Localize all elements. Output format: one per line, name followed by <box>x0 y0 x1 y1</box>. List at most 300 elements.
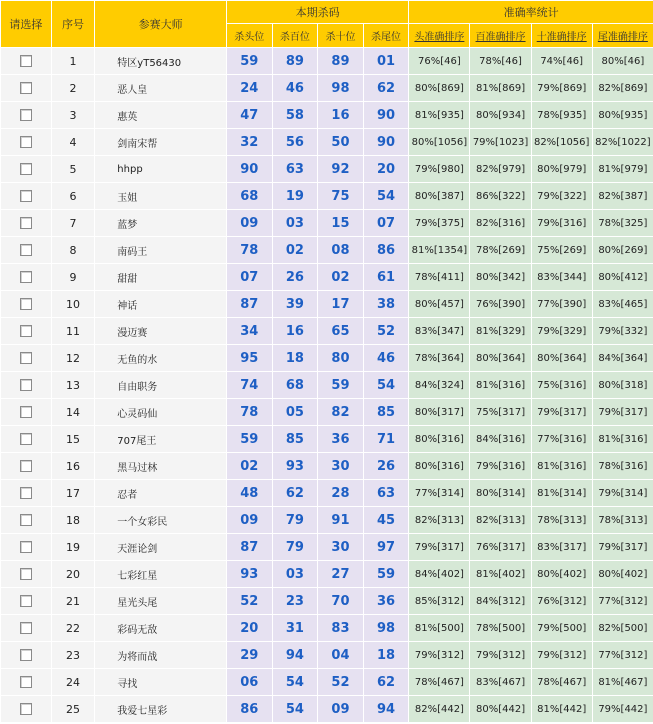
header-select: 请选择 <box>1 1 51 47</box>
row-select-checkbox[interactable] <box>20 352 32 364</box>
tail-accuracy: 79%[314] <box>593 480 653 506</box>
row-select-checkbox[interactable] <box>20 217 32 229</box>
table-row <box>1 588 653 614</box>
kill-ten: 89 <box>318 48 363 74</box>
select-cell <box>1 183 51 209</box>
master-name: 甜甜 <box>95 264 226 290</box>
table-row <box>1 696 653 722</box>
head-accuracy: 84%[402] <box>409 561 469 587</box>
head-accuracy: 78%[364] <box>409 345 469 371</box>
master-name: 剑南宋帮 <box>95 129 226 155</box>
row-select-checkbox[interactable] <box>20 433 32 445</box>
kill-tail: 38 <box>364 291 409 317</box>
kill-head: 02 <box>227 453 272 479</box>
header-kill-head: 杀头位 <box>227 24 272 47</box>
select-cell <box>1 156 51 182</box>
master-name: 我爱七星彩 <box>95 696 226 722</box>
row-index: 16 <box>52 453 95 479</box>
kill-ten: 08 <box>318 237 363 263</box>
row-index: 23 <box>52 642 95 668</box>
row-index: 15 <box>52 426 95 452</box>
hundred-accuracy: 75%[317] <box>470 399 530 425</box>
kill-tail: 94 <box>364 696 409 722</box>
row-index: 5 <box>52 156 95 182</box>
master-name: 为将而战 <box>95 642 226 668</box>
head-accuracy: 81%[1354] <box>409 237 469 263</box>
row-select-checkbox[interactable] <box>20 271 32 283</box>
ten-accuracy: 78%[313] <box>532 507 592 533</box>
master-name: 无鱼的水 <box>95 345 226 371</box>
kill-hundred: 54 <box>273 669 318 695</box>
master-name: 黑马过林 <box>95 453 226 479</box>
ten-accuracy: 77%[316] <box>532 426 592 452</box>
table-row <box>1 345 653 371</box>
header-master: 参赛大师 <box>95 1 226 47</box>
kill-ten: 92 <box>318 156 363 182</box>
head-accuracy: 79%[317] <box>409 534 469 560</box>
row-select-checkbox[interactable] <box>20 460 32 472</box>
row-select-checkbox[interactable] <box>20 325 32 337</box>
tail-accuracy: 80%[402] <box>593 561 653 587</box>
kill-hundred: 02 <box>273 237 318 263</box>
row-select-checkbox[interactable] <box>20 82 32 94</box>
kill-ten: 30 <box>318 534 363 560</box>
kill-tail: 59 <box>364 561 409 587</box>
head-accuracy: 80%[317] <box>409 399 469 425</box>
kill-ten: 65 <box>318 318 363 344</box>
select-cell <box>1 345 51 371</box>
master-name: 忍者 <box>95 480 226 506</box>
ten-accuracy: 79%[316] <box>532 210 592 236</box>
row-index: 1 <box>52 48 95 74</box>
kill-hundred: 19 <box>273 183 318 209</box>
row-index: 10 <box>52 291 95 317</box>
master-name: 漫迈赛 <box>95 318 226 344</box>
row-index: 7 <box>52 210 95 236</box>
kill-tail: 52 <box>364 318 409 344</box>
kill-head: 59 <box>227 48 272 74</box>
row-select-checkbox[interactable] <box>20 622 32 634</box>
hundred-accuracy: 80%[934] <box>470 102 530 128</box>
select-cell <box>1 453 51 479</box>
tail-accuracy: 82%[869] <box>593 75 653 101</box>
ten-accuracy: 81%[314] <box>532 480 592 506</box>
head-accuracy: 79%[980] <box>409 156 469 182</box>
tail-accuracy: 77%[312] <box>593 642 653 668</box>
tail-accuracy: 79%[317] <box>593 399 653 425</box>
table-row <box>1 561 653 587</box>
select-cell <box>1 642 51 668</box>
head-accuracy: 78%[467] <box>409 669 469 695</box>
master-name: 蓝梦 <box>95 210 226 236</box>
kill-tail: 54 <box>364 183 409 209</box>
master-name: 特区yT56430 <box>95 48 226 74</box>
row-index: 13 <box>52 372 95 398</box>
kill-tail: 71 <box>364 426 409 452</box>
tail-accuracy: 82%[387] <box>593 183 653 209</box>
hundred-accuracy: 78%[500] <box>470 615 530 641</box>
kill-tail: 01 <box>364 48 409 74</box>
hundred-accuracy: 82%[979] <box>470 156 530 182</box>
kill-head: 78 <box>227 237 272 263</box>
tail-accuracy: 77%[312] <box>593 588 653 614</box>
ten-accuracy: 79%[869] <box>532 75 592 101</box>
ten-accuracy: 79%[329] <box>532 318 592 344</box>
kill-tail: 97 <box>364 534 409 560</box>
master-name: 707尾王 <box>95 426 226 452</box>
ten-accuracy: 81%[442] <box>532 696 592 722</box>
hundred-accuracy: 86%[322] <box>470 183 530 209</box>
kill-hundred: 62 <box>273 480 318 506</box>
kill-ten: 80 <box>318 345 363 371</box>
tail-accuracy: 78%[316] <box>593 453 653 479</box>
select-cell <box>1 237 51 263</box>
kill-ten: 70 <box>318 588 363 614</box>
kill-ten: 83 <box>318 615 363 641</box>
kill-head: 74 <box>227 372 272 398</box>
kill-head: 87 <box>227 534 272 560</box>
master-name: 星光头尾 <box>95 588 226 614</box>
select-cell <box>1 696 51 722</box>
hundred-accuracy: 84%[312] <box>470 588 530 614</box>
ten-accuracy: 79%[312] <box>532 642 592 668</box>
tail-accuracy: 82%[500] <box>593 615 653 641</box>
tail-accuracy: 80%[318] <box>593 372 653 398</box>
hundred-accuracy: 84%[316] <box>470 426 530 452</box>
row-index: 11 <box>52 318 95 344</box>
hundred-accuracy: 76%[390] <box>470 291 530 317</box>
row-index: 25 <box>52 696 95 722</box>
kill-ten: 52 <box>318 669 363 695</box>
table-row <box>1 264 653 290</box>
kill-tail: 20 <box>364 156 409 182</box>
hundred-accuracy: 79%[1023] <box>470 129 530 155</box>
master-name: 一个女彩民 <box>95 507 226 533</box>
ten-accuracy: 79%[322] <box>532 183 592 209</box>
ten-accuracy: 79%[317] <box>532 399 592 425</box>
select-cell <box>1 372 51 398</box>
master-name: 恶人皇 <box>95 75 226 101</box>
kill-head: 24 <box>227 75 272 101</box>
tail-accuracy: 81%[316] <box>593 426 653 452</box>
table-row <box>1 183 653 209</box>
kill-ten: 02 <box>318 264 363 290</box>
kill-ten: 59 <box>318 372 363 398</box>
hundred-accuracy: 76%[317] <box>470 534 530 560</box>
kill-ten: 50 <box>318 129 363 155</box>
row-select-checkbox[interactable] <box>20 298 32 310</box>
kill-head: 59 <box>227 426 272 452</box>
select-cell <box>1 318 51 344</box>
kill-tail: 26 <box>364 453 409 479</box>
kill-head: 87 <box>227 291 272 317</box>
tail-accuracy: 80%[935] <box>593 102 653 128</box>
kill-tail: 45 <box>364 507 409 533</box>
kill-ten: 04 <box>318 642 363 668</box>
master-name: hhpp <box>95 156 226 182</box>
table-row <box>1 534 653 560</box>
hundred-accuracy: 81%[329] <box>470 318 530 344</box>
table-row <box>1 210 653 236</box>
kill-head: 09 <box>227 507 272 533</box>
kill-hundred: 68 <box>273 372 318 398</box>
row-select-checkbox[interactable] <box>20 190 32 202</box>
master-name: 南码王 <box>95 237 226 263</box>
kill-tail: 98 <box>364 615 409 641</box>
select-cell <box>1 129 51 155</box>
row-select-checkbox[interactable] <box>20 703 32 715</box>
kill-ten: 75 <box>318 183 363 209</box>
kill-ten: 82 <box>318 399 363 425</box>
kill-hundred: 31 <box>273 615 318 641</box>
row-index: 14 <box>52 399 95 425</box>
row-index: 21 <box>52 588 95 614</box>
row-select-checkbox[interactable] <box>20 649 32 661</box>
tail-accuracy: 84%[364] <box>593 345 653 371</box>
hundred-accuracy: 80%[342] <box>470 264 530 290</box>
kill-hundred: 79 <box>273 534 318 560</box>
select-cell <box>1 48 51 74</box>
row-select-checkbox[interactable] <box>20 676 32 688</box>
head-accuracy: 80%[457] <box>409 291 469 317</box>
kill-ten: 16 <box>318 102 363 128</box>
kill-tail: 61 <box>364 264 409 290</box>
head-accuracy: 80%[869] <box>409 75 469 101</box>
sort-ten-accuracy-link[interactable]: 十准确排序 <box>536 32 587 43</box>
kill-hundred: 79 <box>273 507 318 533</box>
head-accuracy: 80%[316] <box>409 426 469 452</box>
kill-ten: 91 <box>318 507 363 533</box>
row-select-checkbox[interactable] <box>20 55 32 67</box>
kill-head: 78 <box>227 399 272 425</box>
row-index: 4 <box>52 129 95 155</box>
ten-accuracy: 83%[317] <box>532 534 592 560</box>
select-cell <box>1 426 51 452</box>
kill-hundred: 39 <box>273 291 318 317</box>
head-accuracy: 78%[411] <box>409 264 469 290</box>
table-row <box>1 480 653 506</box>
ten-accuracy: 75%[269] <box>532 237 592 263</box>
hundred-accuracy: 79%[316] <box>470 453 530 479</box>
kill-hundred: 16 <box>273 318 318 344</box>
master-name: 玉姐 <box>95 183 226 209</box>
tail-accuracy: 80%[46] <box>593 48 653 74</box>
hundred-accuracy: 80%[442] <box>470 696 530 722</box>
tail-accuracy: 81%[979] <box>593 156 653 182</box>
kill-hundred: 56 <box>273 129 318 155</box>
table-row <box>1 102 653 128</box>
master-name: 寻找 <box>95 669 226 695</box>
row-index: 19 <box>52 534 95 560</box>
ten-accuracy: 75%[316] <box>532 372 592 398</box>
head-accuracy: 81%[500] <box>409 615 469 641</box>
kill-tail: 90 <box>364 129 409 155</box>
ten-accuracy: 76%[312] <box>532 588 592 614</box>
row-select-checkbox[interactable] <box>20 136 32 148</box>
table-row <box>1 669 653 695</box>
tail-accuracy: 83%[465] <box>593 291 653 317</box>
hundred-accuracy: 80%[364] <box>470 345 530 371</box>
kill-hundred: 63 <box>273 156 318 182</box>
kill-hundred: 23 <box>273 588 318 614</box>
kill-tail: 18 <box>364 642 409 668</box>
kill-ten: 17 <box>318 291 363 317</box>
row-index: 22 <box>52 615 95 641</box>
hundred-accuracy: 83%[467] <box>470 669 530 695</box>
kill-hundred: 46 <box>273 75 318 101</box>
ten-accuracy: 74%[46] <box>532 48 592 74</box>
kill-hundred: 85 <box>273 426 318 452</box>
table-row <box>1 615 653 641</box>
master-name: 天涯论剑 <box>95 534 226 560</box>
kill-hundred: 26 <box>273 264 318 290</box>
hundred-accuracy: 79%[312] <box>470 642 530 668</box>
select-cell <box>1 264 51 290</box>
hundred-accuracy: 81%[316] <box>470 372 530 398</box>
kill-tail: 62 <box>364 75 409 101</box>
master-name: 惠英 <box>95 102 226 128</box>
header-kill-hundred: 杀百位 <box>273 24 318 47</box>
head-accuracy: 80%[387] <box>409 183 469 209</box>
row-select-checkbox[interactable] <box>20 244 32 256</box>
tail-accuracy: 80%[269] <box>593 237 653 263</box>
head-accuracy: 76%[46] <box>409 48 469 74</box>
sort-hundred-accuracy-link[interactable]: 百准确排序 <box>475 32 526 43</box>
row-select-checkbox[interactable] <box>20 568 32 580</box>
table-row <box>1 426 653 452</box>
row-index: 6 <box>52 183 95 209</box>
head-accuracy: 85%[312] <box>409 588 469 614</box>
kill-hundred: 93 <box>273 453 318 479</box>
table-row <box>1 291 653 317</box>
ten-accuracy: 79%[500] <box>532 615 592 641</box>
kill-ten: 27 <box>318 561 363 587</box>
kill-ten: 28 <box>318 480 363 506</box>
kill-tail: 62 <box>364 669 409 695</box>
ten-accuracy: 80%[979] <box>532 156 592 182</box>
tail-accuracy: 79%[442] <box>593 696 653 722</box>
head-accuracy: 81%[935] <box>409 102 469 128</box>
ten-accuracy: 80%[402] <box>532 561 592 587</box>
master-name: 七彩红星 <box>95 561 226 587</box>
hundred-accuracy: 82%[316] <box>470 210 530 236</box>
hundred-accuracy: 80%[314] <box>470 480 530 506</box>
head-accuracy: 82%[313] <box>409 507 469 533</box>
master-name: 神话 <box>95 291 226 317</box>
kill-head: 95 <box>227 345 272 371</box>
table-row <box>1 156 653 182</box>
hundred-accuracy: 78%[269] <box>470 237 530 263</box>
head-accuracy: 83%[347] <box>409 318 469 344</box>
ten-accuracy: 78%[935] <box>532 102 592 128</box>
header-accuracy-group: 准确率统计 <box>409 1 653 23</box>
kill-tail: 46 <box>364 345 409 371</box>
row-index: 8 <box>52 237 95 263</box>
kill-tail: 36 <box>364 588 409 614</box>
head-accuracy: 82%[442] <box>409 696 469 722</box>
select-cell <box>1 615 51 641</box>
sort-tail-accuracy-link[interactable]: 尾准确排序 <box>597 32 648 43</box>
row-index: 12 <box>52 345 95 371</box>
header-kill-ten: 杀十位 <box>318 24 363 47</box>
table-row <box>1 453 653 479</box>
table-row <box>1 642 653 668</box>
select-cell <box>1 480 51 506</box>
kill-tail: 07 <box>364 210 409 236</box>
header-kill-group: 本期杀码 <box>227 1 408 23</box>
kill-head: 47 <box>227 102 272 128</box>
select-cell <box>1 507 51 533</box>
select-cell <box>1 102 51 128</box>
kill-head: 86 <box>227 696 272 722</box>
sort-head-accuracy-link[interactable]: 头准确排序 <box>414 32 465 43</box>
kill-ten: 98 <box>318 75 363 101</box>
kill-head: 52 <box>227 588 272 614</box>
kill-hundred: 58 <box>273 102 318 128</box>
ten-accuracy: 78%[467] <box>532 669 592 695</box>
row-select-checkbox[interactable] <box>20 406 32 418</box>
table-row <box>1 318 653 344</box>
row-index: 3 <box>52 102 95 128</box>
kill-head: 32 <box>227 129 272 155</box>
table-row <box>1 75 653 101</box>
kill-ten: 30 <box>318 453 363 479</box>
row-select-checkbox[interactable] <box>20 379 32 391</box>
kill-hundred: 05 <box>273 399 318 425</box>
row-select-checkbox[interactable] <box>20 541 32 553</box>
table-row <box>1 507 653 533</box>
kill-tail: 54 <box>364 372 409 398</box>
kill-hundred: 94 <box>273 642 318 668</box>
hundred-accuracy: 82%[313] <box>470 507 530 533</box>
header-kill-tail: 杀尾位 <box>364 24 409 47</box>
head-accuracy: 80%[1056] <box>409 129 469 155</box>
head-accuracy: 77%[314] <box>409 480 469 506</box>
kill-head: 34 <box>227 318 272 344</box>
kill-head: 68 <box>227 183 272 209</box>
kill-head: 20 <box>227 615 272 641</box>
kill-hundred: 03 <box>273 561 318 587</box>
kill-tail: 85 <box>364 399 409 425</box>
row-select-checkbox[interactable] <box>20 109 32 121</box>
tail-accuracy: 78%[325] <box>593 210 653 236</box>
hundred-accuracy: 78%[46] <box>470 48 530 74</box>
ten-accuracy: 82%[1056] <box>532 129 592 155</box>
kill-tail: 86 <box>364 237 409 263</box>
tail-accuracy: 79%[317] <box>593 534 653 560</box>
row-select-checkbox[interactable] <box>20 595 32 607</box>
header-index: 序号 <box>52 1 95 47</box>
kill-ten: 09 <box>318 696 363 722</box>
table-row <box>1 399 653 425</box>
select-cell <box>1 534 51 560</box>
kill-ten: 36 <box>318 426 363 452</box>
row-select-checkbox[interactable] <box>20 514 32 526</box>
row-select-checkbox[interactable] <box>20 163 32 175</box>
tail-accuracy: 78%[313] <box>593 507 653 533</box>
row-index: 9 <box>52 264 95 290</box>
kill-tail: 63 <box>364 480 409 506</box>
select-cell <box>1 210 51 236</box>
tail-accuracy: 79%[332] <box>593 318 653 344</box>
row-select-checkbox[interactable] <box>20 487 32 499</box>
kill-hundred: 18 <box>273 345 318 371</box>
table-row <box>1 129 653 155</box>
kill-hundred: 54 <box>273 696 318 722</box>
head-accuracy: 84%[324] <box>409 372 469 398</box>
kill-hundred: 03 <box>273 210 318 236</box>
kill-ten: 15 <box>318 210 363 236</box>
